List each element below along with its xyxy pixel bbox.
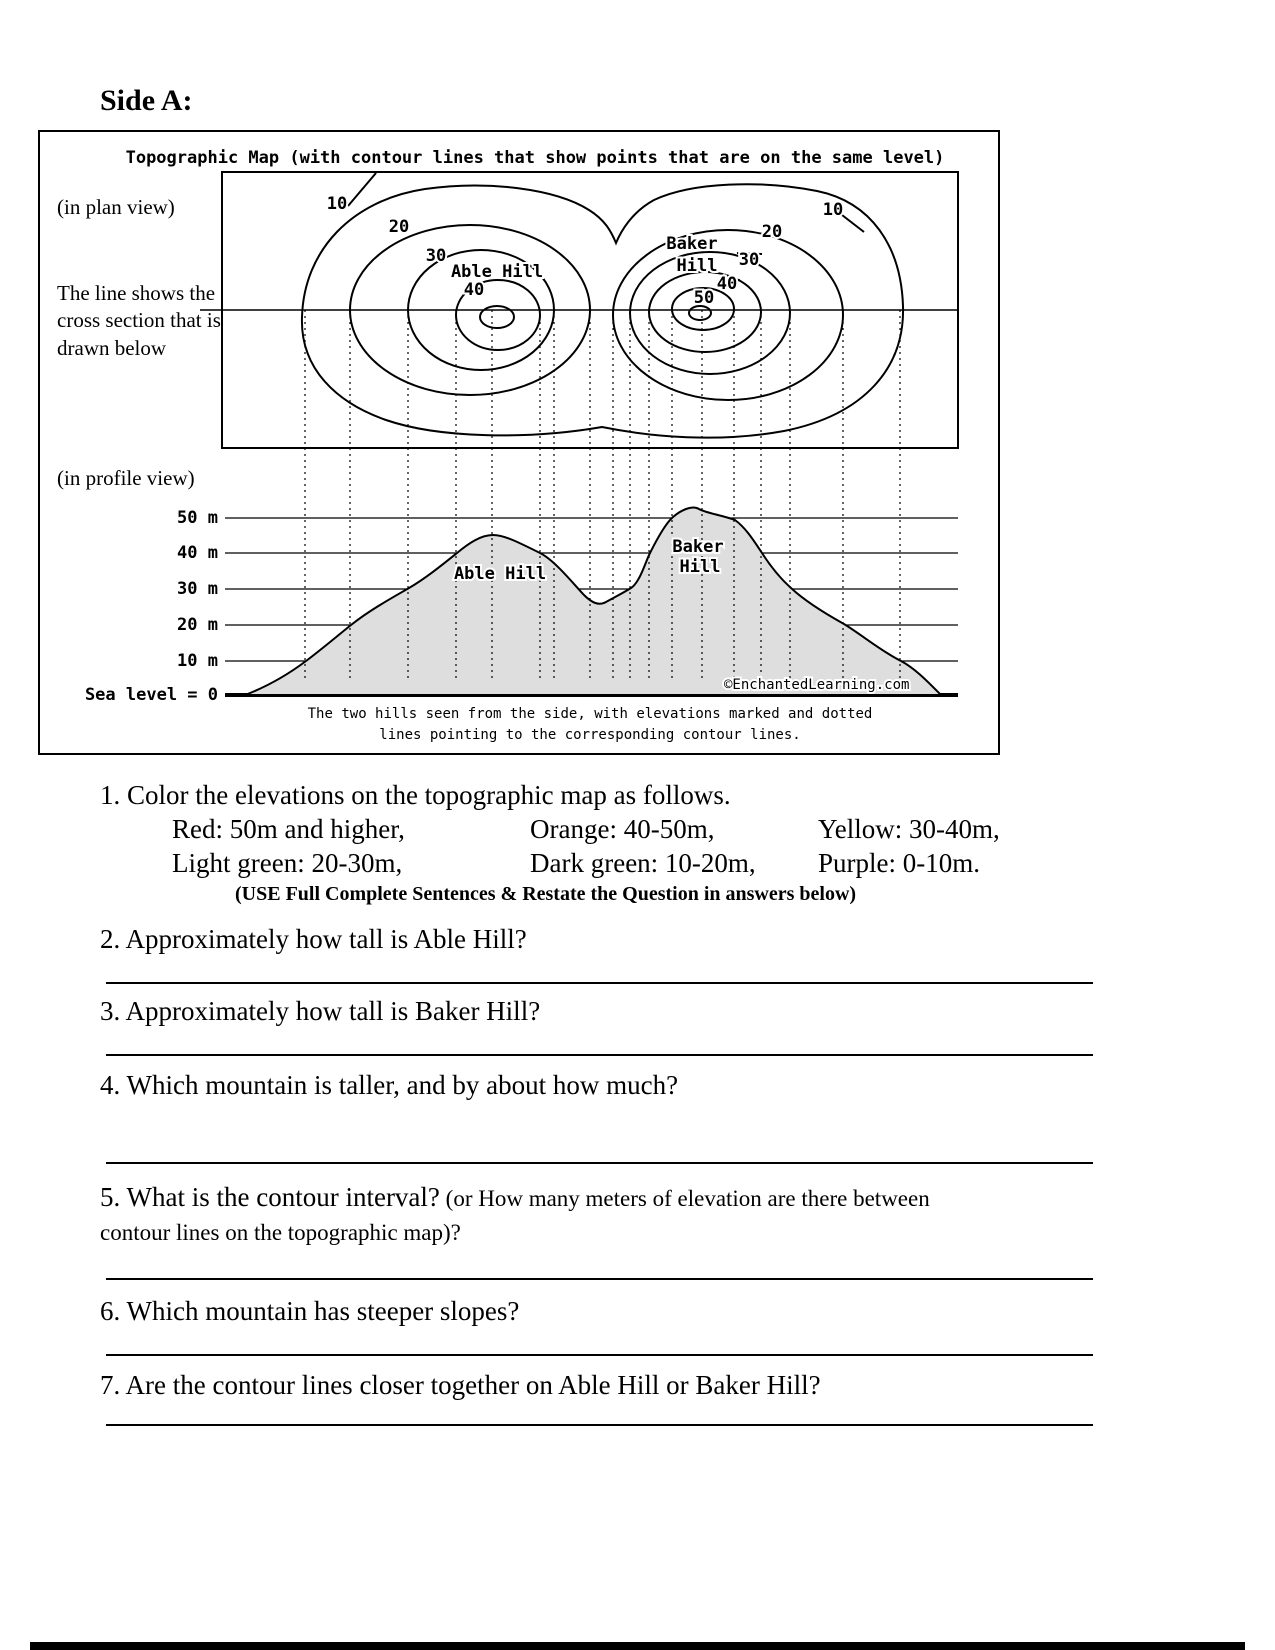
side-label: Side A:: [100, 84, 193, 117]
sea-level-label: Sea level = 0: [84, 685, 218, 705]
contour-label-10-right: 10: [822, 200, 844, 220]
figure-caption-line1: The two hills seen from the side, with elevations marked and dotted: [307, 706, 873, 722]
color-key-orange: Orange: 40-50m,: [530, 814, 715, 844]
contour-label-50-right: 50: [693, 288, 715, 308]
map-able-hill-label: Able Hill: [450, 262, 544, 282]
answer-line-6: [106, 1354, 1093, 1356]
elevation-label-50: 50 m: [177, 508, 218, 528]
contour-label-30-right: 30: [738, 250, 760, 270]
profile-baker-hill-label-1: Baker: [672, 537, 724, 557]
question-1-note: (USE Full Complete Sentences & Restate the Question in answers below): [235, 883, 857, 905]
copyright-text: ©EnchantedLearning.com: [724, 677, 910, 693]
color-key-purple: Purple: 0-10m.: [818, 848, 980, 878]
answer-line-4: [106, 1162, 1093, 1164]
plan-view-label: (in plan view): [57, 195, 175, 219]
contour-label-20-left: 20: [388, 217, 410, 237]
contour-label-40-left: 40: [463, 280, 485, 300]
question-1-colors-row2: [100, 846, 1102, 880]
contour-20-baker: [613, 230, 843, 400]
question-1: 1. Color the elevations on the topographic map as follows.: [100, 780, 731, 810]
cross-section-note: The line shows the cross section that is drawn below: [57, 281, 221, 360]
map-baker-hill-label-1: Baker: [666, 234, 718, 254]
color-key-red: Red: 50m and higher,: [172, 814, 405, 844]
topo-figure-box: [38, 130, 1000, 755]
color-key-dark-green: Dark green: 10-20m,: [530, 848, 756, 878]
terrain-profile: [245, 508, 940, 695]
answer-line-2: [106, 982, 1093, 984]
question-2: 2. Approximately how tall is Able Hill?: [100, 924, 527, 954]
figure-caption-line2: lines pointing to the corresponding contour lines.: [379, 727, 801, 743]
question-1-colors-row1: [100, 812, 1102, 846]
topo-map-svg: [40, 132, 998, 753]
contour-label-40-right: 40: [716, 274, 738, 294]
contour-label-30-left: 30: [425, 246, 447, 266]
contour-label-20-right: 20: [761, 222, 783, 242]
questions-section: [100, 778, 1102, 1426]
elevation-label-40: 40 m: [177, 543, 218, 563]
question-6: 6. Which mountain has steeper slopes?: [100, 1296, 520, 1326]
question-3: 3. Approximately how tall is Baker Hill?: [100, 996, 541, 1026]
profile-able-hill-label: Able Hill: [453, 564, 547, 584]
question-5: [100, 1180, 1102, 1250]
profile-view-label: (in profile view): [57, 466, 195, 490]
color-key-light-green: Light green: 20-30m,: [172, 848, 403, 878]
contour-label-10-left: 10: [326, 194, 348, 214]
scan-artifact-bar: [30, 1642, 1245, 1650]
contour-peak-baker: [689, 306, 711, 320]
question-5-sub1: (or How many meters of elevation are there between: [439, 1186, 930, 1211]
leader-10-right: [842, 215, 864, 232]
answer-line-7: [106, 1424, 1093, 1426]
elevation-label-10: 10 m: [177, 651, 218, 671]
question-7: 7. Are the contour lines closer together on Able Hill or Baker Hill?: [100, 1370, 821, 1400]
figure-title: Topographic Map (with contour lines that show points that are on the same level): [125, 148, 945, 168]
profile-baker-hill-label-2: Hill: [679, 557, 721, 577]
question-4: 4. Which mountain is taller, and by about how much?: [100, 1070, 679, 1100]
answer-line-3: [106, 1054, 1093, 1056]
question-5-main: 5. What is the contour interval?: [100, 1182, 440, 1212]
answer-line-5: [106, 1278, 1093, 1280]
contour-40-baker: [649, 272, 761, 352]
color-key-yellow: Yellow: 30-40m,: [818, 814, 1000, 844]
elevation-label-30: 30 m: [177, 579, 218, 599]
map-baker-hill-label-2: Hill: [676, 256, 718, 276]
elevation-label-20: 20 m: [177, 615, 218, 635]
leader-10-left: [348, 173, 376, 206]
question-5-sub2: contour lines on the topographic map)?: [100, 1220, 461, 1245]
